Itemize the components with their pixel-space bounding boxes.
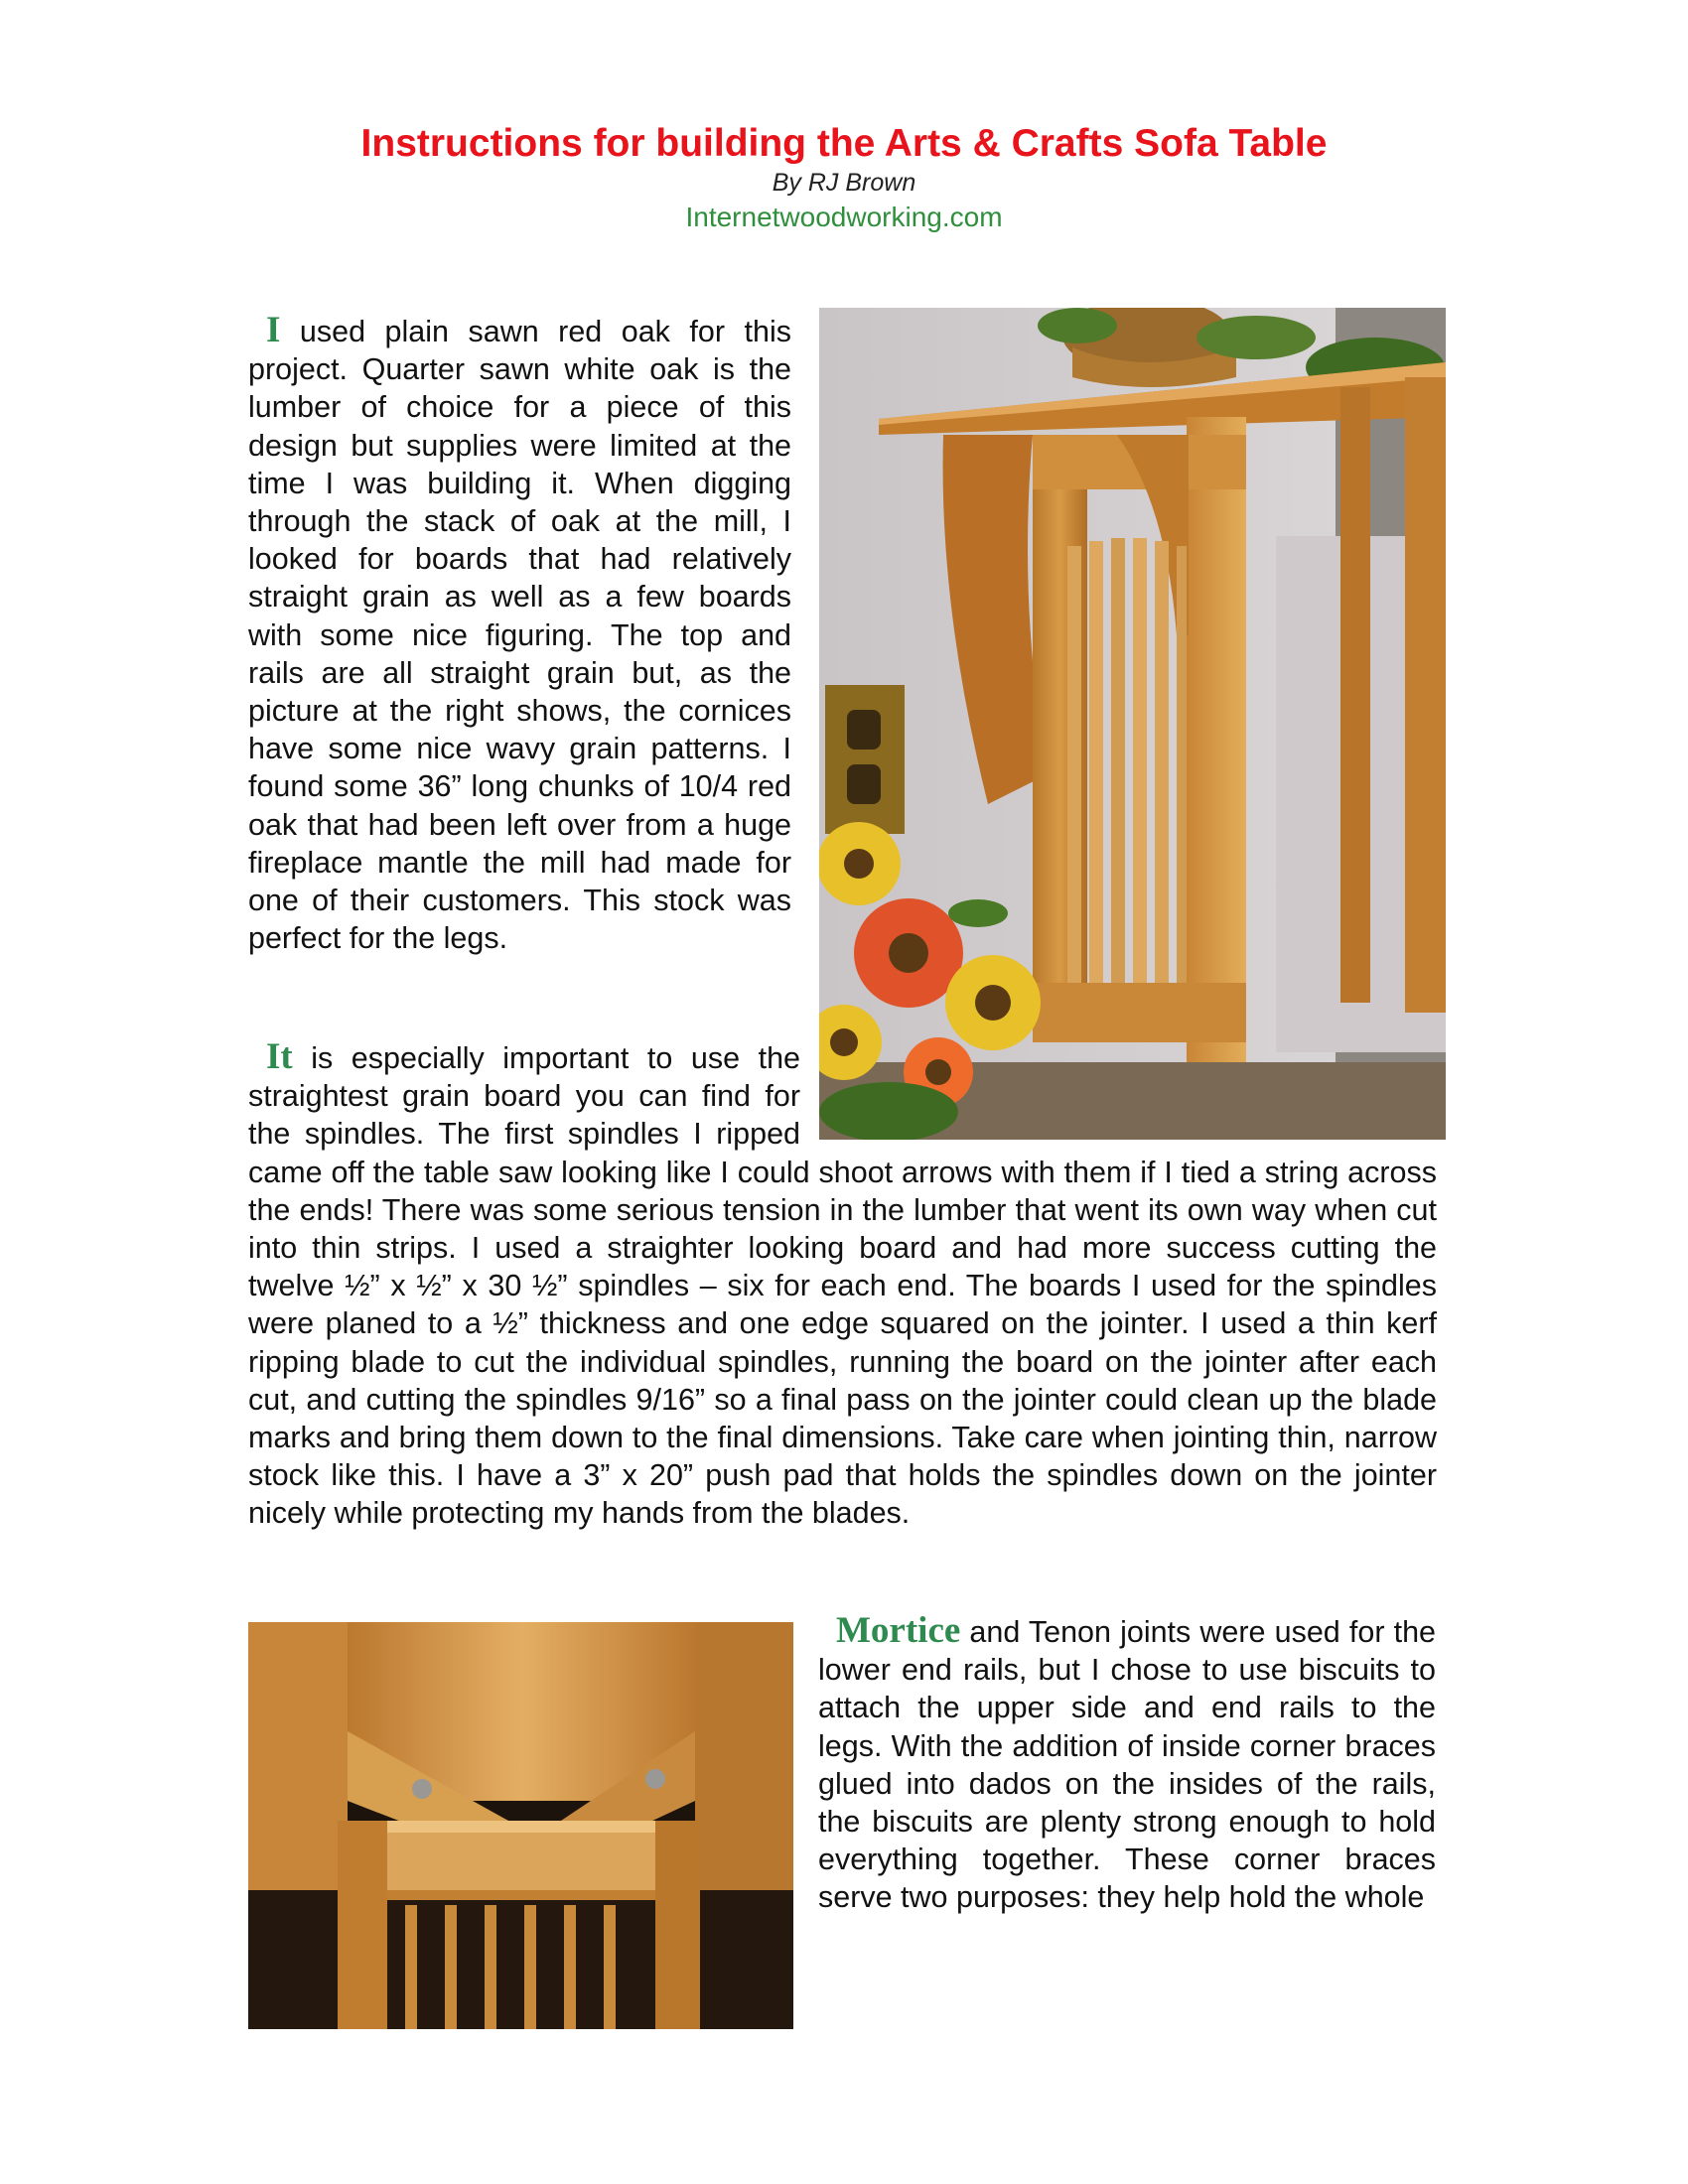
drop-cap: Mortice [836,1610,961,1651]
paragraph-spindles-container [248,1038,1437,1533]
drop-cap: I [266,310,281,350]
page-title: Instructions for building the Arts & Crafts Sofa Table [360,122,1328,165]
drop-cap: It [266,1036,293,1077]
author-byline: By RJ Brown [772,169,916,197]
photo-table-end-spindles [819,308,1446,1140]
paragraph-joinery [818,1612,1436,1917]
paragraph-lumber-selection [248,312,791,957]
website-link[interactable]: Internetwoodworking.com [685,202,1003,232]
photo-wrap-spacer [800,1038,1437,1142]
photo-corner-braces [248,1622,793,2029]
paragraph-text: used plain sawn red oak for this project. Quarter sawn white oak is the lumber of choice for a piece of this design but supplies were limited at the time I was building it. When digging through the stack of oak at the mill, I looked for boards that had relatively straight grain as well as a few boards with some nice figuring. The top and rails are all straight grain but, as the picture at the right shows, the cornices have some nice wavy grain patterns. I found some 36” long chunks of 10/4 red oak that had been left over from a huge fireplace mantle the mill had made for one of their customers. This stock was perfect for the legs. [248,315,791,956]
paragraph-text: and Tenon joints were used for the lower end rails, but I chose to use biscuits to attach the upper side and end rails to the legs. With the addition of inside corner braces glued into dados on the insides of the rails, the biscuits are plenty strong enough to hold everything together. These corner braces serve two purposes: they help hold the whole [818,1615,1436,1915]
page-header [0,121,1688,236]
paragraph-text: is especially important to use the straightest grain board you can find for the spindles. The first spindles I ripped came off the table saw looking like I could shoot arrows with them if I tied a string across the ends! There was some serious tension in the lumber that went its own way when cut into thin strips. I used a straighter looking board and had more success cutting the twelve ½” x ½” x 30 ½” spindles – six for each end. The boards I used for the spindles were planed to a ½” thickness and one edge squared on the jointer. I used a thin kerf ripping blade to cut the individual spindles, running the board on the jointer after each cut, and cutting the spindles 9/16” so a final pass on the jointer could clean up the blade marks and bring them down to the final dimensions. Take care when jointing thin, narrow stock like this. I have a 3” x 20” push pad that holds the spindles down on the jointer nicely while protecting my hands from the blades. [248,1041,1437,1531]
